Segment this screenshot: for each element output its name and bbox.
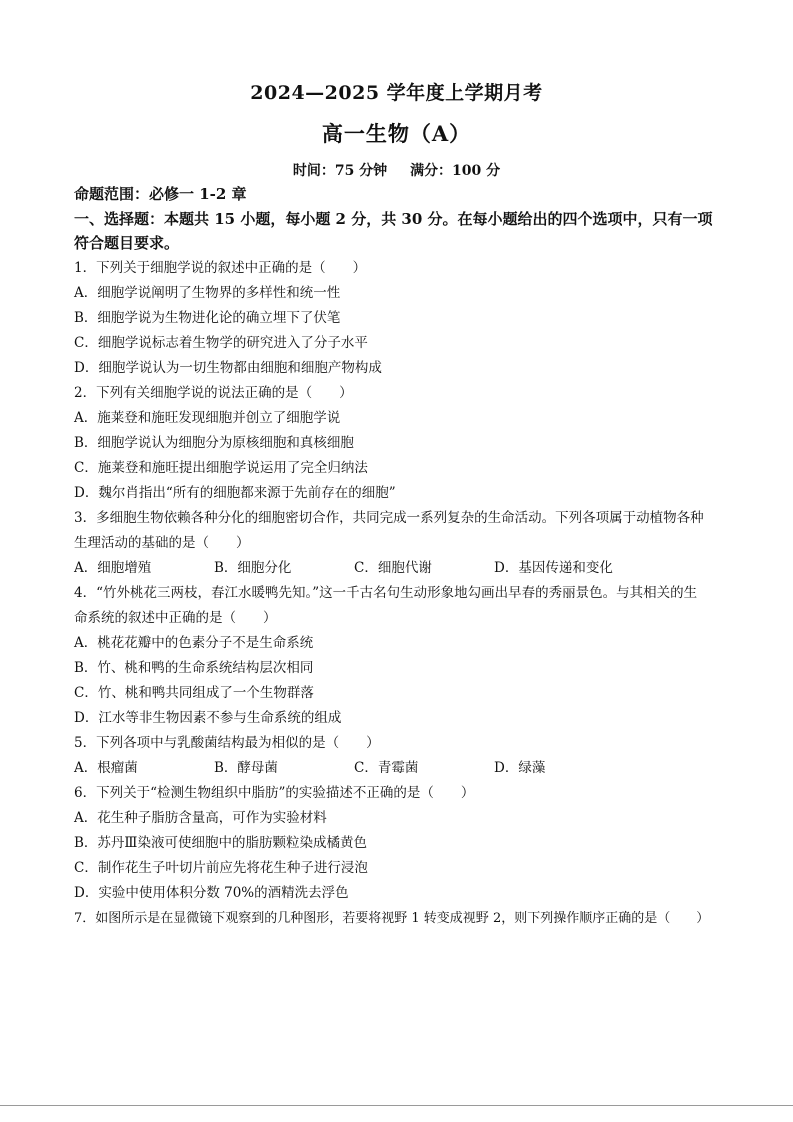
question-6-stem: 6．下列关于“检测生物组织中脂肪”的实验描述不正确的是（ ） [74,785,475,801]
question-5-option-a: A．根瘤菌 [74,760,138,776]
question-3-stem-line1: 3．多细胞生物依赖各种分化的细胞密切合作，共同完成一系列复杂的生命活动。下列各项属于动植物各种 [74,510,704,526]
question-4-stem-line2: 命系统的叙述中正确的是（ ） [74,610,277,626]
exam-score: 满分：100 分 [410,163,501,179]
question-5-option-d: D．绿藻 [494,760,546,776]
question-3-stem-line2: 生理活动的基础的是（ ） [74,535,250,551]
question-2-option-a: A．施莱登和施旺发现细胞并创立了细胞学说 [74,410,341,426]
question-1-stem: 1．下列关于细胞学说的叙述中正确的是（ ） [74,260,367,276]
question-1-option-b: B．细胞学说为生物进化论的确立埋下了伏笔 [74,310,341,326]
exam-subtitle: 高一生物（A） [321,121,472,146]
page-bottom-divider [0,1105,793,1106]
question-2-option-d: D．魏尔肖指出“所有的细胞都来源于先前存在的细胞” [74,485,396,501]
question-3-option-b: B．细胞分化 [214,560,292,576]
exam-meta [0,160,793,180]
exam-title: 2024—2025 学年度上学期月考 [250,82,543,104]
question-6-option-d: D．实验中使用体积分数 70%的酒精洗去浮色 [74,885,349,901]
question-3-option-a: A．细胞增殖 [74,560,152,576]
question-4-option-d: D．江水等非生物因素不参与生命系统的组成 [74,710,342,726]
question-5-option-b: B．酵母菌 [214,760,278,776]
question-1-option-a: A．细胞学说阐明了生物界的多样性和统一性 [74,285,341,301]
question-5-options [74,762,634,776]
question-2-option-b: B．细胞学说认为细胞分为原核细胞和真核细胞 [74,435,354,451]
question-3-option-c: C．细胞代谢 [354,560,432,576]
question-7-stem: 7．如图所示是在显微镜下观察到的几种图形，若要将视野 1 转变成视野 2，则下列操作顺序正确的是（ ） [74,911,710,926]
question-6-option-b: B．苏丹Ⅲ染液可使细胞中的脂肪颗粒染成橘黄色 [74,835,367,851]
question-4-stem-line1: 4．“竹外桃花三两枝，春江水暖鸭先知。”这一千古名句生动形象地勾画出早春的秀丽景色。与其相关的生 [74,585,698,601]
question-2-stem: 2．下列有关细胞学说的说法正确的是（ ） [74,385,353,401]
question-4-option-a: A．桃花花瓣中的色素分子不是生命系统 [74,635,314,651]
question-3-option-d: D．基因传递和变化 [494,560,613,576]
question-4-option-c: C．竹、桃和鸭共同组成了一个生物群落 [74,685,314,701]
question-5-stem: 5．下列各项中与乳酸菌结构最为相似的是（ ） [74,735,380,751]
section-heading-line1: 一、选择题：本题共 15 小题，每小题 2 分，共 30 分。在每小题给出的四个选项中，只有一项 [74,210,713,228]
question-2-option-c: C．施莱登和施旺提出细胞学说运用了完全归纳法 [74,460,368,476]
question-6-option-c: C．制作花生子叶切片前应先将花生种子进行浸泡 [74,860,368,876]
exam-scope: 命题范围：必修一 1-2 章 [74,185,247,203]
question-6-option-a: A．花生种子脂肪含量高，可作为实验材料 [74,810,327,826]
question-1-option-d: D．细胞学说认为一切生物都由细胞和细胞产物构成 [74,360,382,376]
question-3-options [74,562,634,576]
question-5-option-c: C．青霉菌 [354,760,419,776]
question-1-option-c: C．细胞学说标志着生物学的研究进入了分子水平 [74,335,368,351]
section-heading-line2: 符合题目要求。 [74,234,180,252]
exam-time: 时间：75 分钟 [292,163,388,179]
question-4-option-b: B．竹、桃和鸭的生命系统结构层次相同 [74,660,314,676]
